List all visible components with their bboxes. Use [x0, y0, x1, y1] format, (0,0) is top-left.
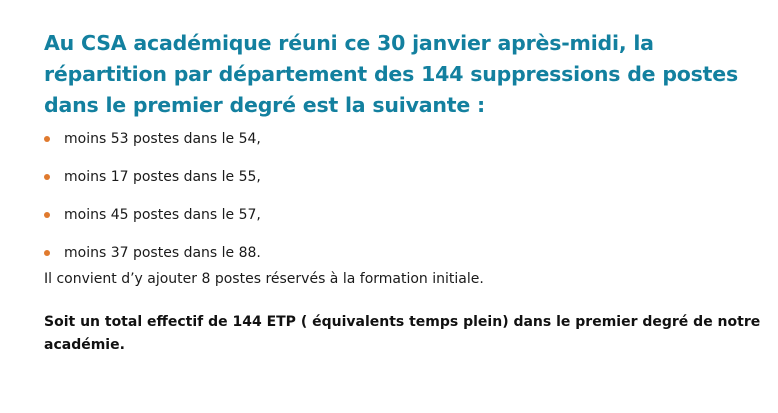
list-item-text: moins 45 postes dans le 57, [64, 207, 261, 223]
list-item-text: moins 37 postes dans le 88. [64, 245, 261, 261]
bullet-dot-icon [44, 212, 50, 218]
bullet-dot-icon [44, 136, 50, 142]
bullet-dot-icon [44, 250, 50, 256]
list-item [44, 243, 764, 281]
list-item [44, 129, 764, 167]
list-item [44, 205, 764, 243]
section-heading: Au CSA académique réuni ce 30 janvier après-midi, la répartition par département des 144 suppressions de postes dans le premier degré est la suivante : [44, 31, 738, 117]
formation-note: Il convient d’y ajouter 8 postes réservés à la formation initiale. [44, 271, 484, 287]
article-content [44, 28, 764, 357]
list-item-text: moins 17 postes dans le 55, [64, 169, 261, 185]
list-item [44, 167, 764, 205]
bullet-dot-icon [44, 174, 50, 180]
total-summary: Soit un total effectif de 144 ETP ( équivalents temps plein) dans le premier degré de notre académie. [44, 314, 761, 353]
list-item-text: moins 53 postes dans le 54, [64, 131, 261, 147]
department-list [44, 129, 764, 281]
